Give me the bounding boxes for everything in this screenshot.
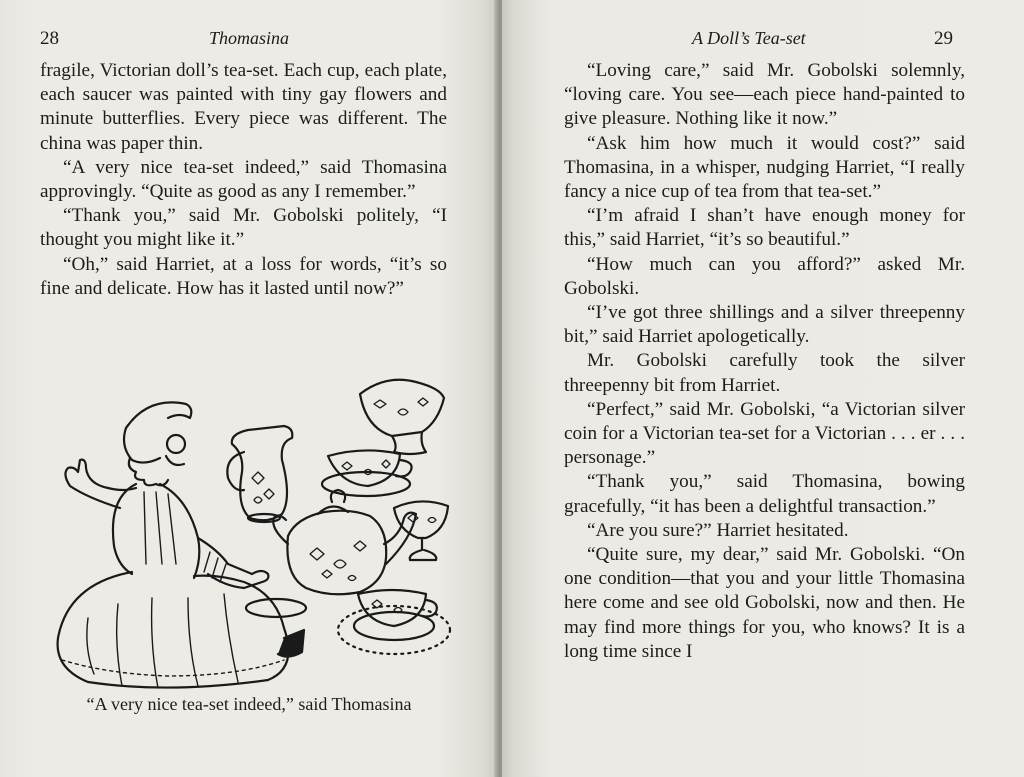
- paragraph: “How much can you afford?” asked Mr. Gobolski.: [564, 253, 965, 299]
- paragraph: “I’ve got three shillings and a silver threepenny bit,” said Harriet apologetically.: [564, 302, 965, 348]
- paragraph: “Are you sure?” Harriet hesitated.: [587, 519, 849, 541]
- milk-jug: [232, 426, 293, 520]
- right-body-text: [564, 59, 965, 664]
- paragraph: “I’m afraid I shan’t have enough money for this,” said Harriet, “it’s so beautiful.”: [564, 205, 965, 251]
- goblet: [394, 501, 448, 538]
- paragraph: Mr. Gobolski carefully took the silver threepenny bit from Harriet.: [564, 350, 965, 396]
- paragraph: “Thank you,” said Mr. Gobolski politely, “I thought you might like it.”: [40, 205, 447, 251]
- paragraph: “Perfect,” said Mr. Gobolski, “a Victorian silver coin for a Victorian tea-set for a Victorian . . . er . . . personage.”: [564, 398, 965, 469]
- paragraph: “Ask him how much it would cost?” said Thomasina, in a whisper, nudging Harriet, “I really fancy a nice cup of tea from that tea-set.”: [564, 132, 965, 203]
- raised-arm: [65, 460, 136, 508]
- paragraph: “Thank you,” said Thomasina, bowing gracefully, “it has been a delightful transaction.”: [564, 471, 965, 517]
- teacup-top: [360, 380, 444, 436]
- bonnet: [126, 402, 191, 428]
- page-number-right: 29: [934, 28, 953, 49]
- paragraph: “Oh,” said Harriet, at a loss for words, “it’s so fine and delicate. How has it lasted until now?”: [40, 253, 447, 299]
- right-page: [502, 0, 1024, 777]
- teapot: [287, 511, 386, 595]
- doll-shoe: [278, 630, 304, 657]
- doll-with-tea-set-illustration: [48, 368, 468, 698]
- page-number-left: 28: [40, 28, 59, 49]
- doll-face: [167, 435, 185, 453]
- paragraph: “Loving care,” said Mr. Gobolski solemnly, “loving care. You see—each piece hand-painted to give pleasure. Nothing like it now.”: [564, 60, 965, 130]
- reaching-arm: [198, 538, 268, 588]
- paragraph: “A very nice tea-set indeed,” said Thomasina approvingly. “Quite as good as any I remember.”: [40, 156, 447, 203]
- paragraph: “Quite sure, my dear,” said Mr. Gobolski. “On one condition—that you and your little Thomasina here come and see old Gobolski, now and then. He may find more things for you, who knows? It is a long time since I: [564, 544, 965, 662]
- doll-torso: [113, 484, 136, 574]
- paragraph: fragile, Victorian doll’s tea-set. Each cup, each plate, each saucer was painted with tiny gay flowers and minute butterflies. Every piece was different. The china was paper thin.: [40, 60, 447, 154]
- left-page: [0, 0, 498, 777]
- running-head-right: A Doll’s Tea-set: [692, 28, 806, 48]
- running-head-left: Thomasina: [208, 28, 289, 48]
- illustration-caption: “A very nice tea-set indeed,” said Thomasina: [86, 694, 412, 714]
- left-body-text: [40, 59, 447, 301]
- teacup-middle: [328, 450, 400, 486]
